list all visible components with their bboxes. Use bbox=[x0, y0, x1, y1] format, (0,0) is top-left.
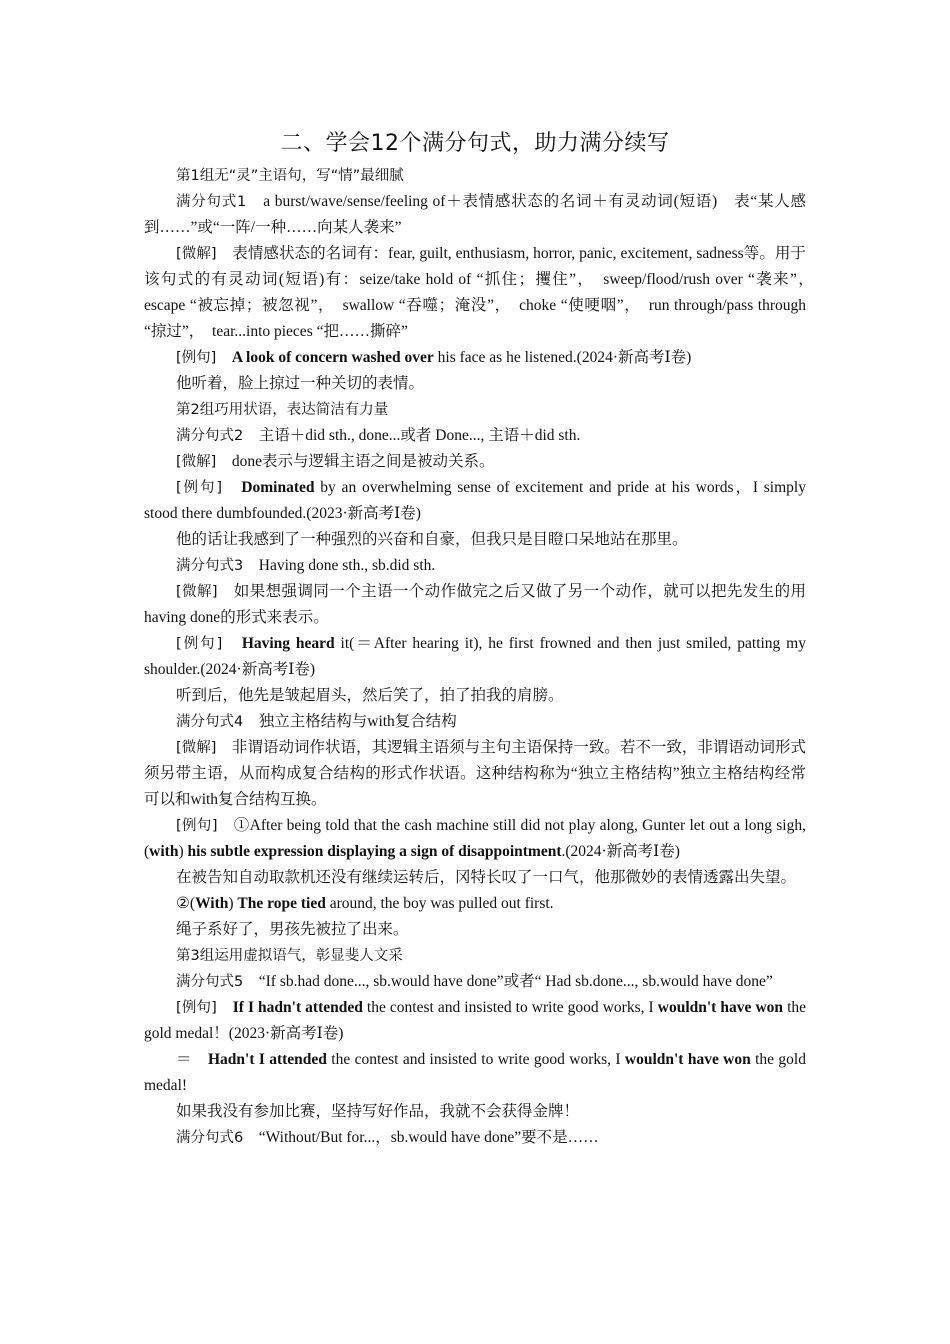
pattern-text: Having done sth., sb.did sth. bbox=[258, 557, 436, 574]
pattern-label: 满分句式3 bbox=[176, 558, 244, 574]
explanation-text: done表示与逻辑主语之间是被动关系。 bbox=[231, 453, 495, 470]
example-rest: the gold medal！(2023·新高考Ⅰ卷) bbox=[144, 999, 807, 1042]
equals-sign: ＝ bbox=[176, 1051, 192, 1068]
pattern-label: 满分句式5 bbox=[176, 974, 244, 990]
example-rest: his face as he listened.(2024·新高考Ⅰ卷) bbox=[433, 349, 692, 366]
example-pre: ①After being told that the cash machine still did not play along, Gunter let out a long sigh, ( bbox=[144, 817, 806, 860]
example-mid: ) bbox=[228, 895, 238, 912]
pattern-text: “Without/But for...，sb.would have done”要不是…… bbox=[258, 1129, 599, 1146]
translation-5: 如果我没有参加比赛，坚持写好作品，我就不会获得金牌！ bbox=[176, 1103, 580, 1120]
example-bold-2: wouldn't have won bbox=[624, 1051, 751, 1068]
explanation-3 bbox=[144, 579, 806, 631]
example-bold: Having heard bbox=[241, 635, 335, 652]
example-bold: A look of concern washed over bbox=[231, 349, 434, 366]
example-label: [例句] bbox=[176, 1000, 217, 1016]
example-4b bbox=[144, 891, 806, 917]
explanation-text: 非谓语动词作状语，其逻辑主语须与主句主语保持一致。若不一致，非谓语动词形式须另带主语，从而构成复合结构的形式作状语。这种结构称为“独立主格结构”独立主格结构经常可以和with复合结构互换。 bbox=[144, 739, 806, 808]
page-title: 二、学会12个满分句式，助力满分续写 bbox=[280, 131, 670, 156]
pattern-label: 满分句式2 bbox=[176, 428, 244, 444]
pattern-text: 独立主格结构与with复合结构 bbox=[258, 713, 457, 730]
pattern-text: a burst/wave/sense/feeling of＋表情感状态的名词＋有灵动词(短语) 表“某人感到……”或“一阵/一种……向某人袭来” bbox=[144, 193, 806, 236]
pattern-label: 满分句式1 bbox=[176, 194, 247, 210]
example-1 bbox=[144, 345, 806, 371]
explanation-2 bbox=[144, 449, 806, 475]
example-rest: it(＝After hearing it), he first frowned and then just smiled, patting my shoulder.(2024·新高考Ⅰ卷) bbox=[144, 635, 806, 678]
translation-4: 在被告知自动取款机还没有继续运转后，冈特长叹了一口气，他那微妙的表情透露出失望。 bbox=[176, 869, 797, 886]
example-label: [例句] bbox=[176, 636, 223, 652]
pattern-text: “If sb.had done..., sb.would have done”或者“ Had sb.done..., sb.would have done” bbox=[258, 973, 773, 990]
example-rest: the gold medal! bbox=[144, 1051, 806, 1094]
pattern-1 bbox=[144, 189, 806, 241]
example-4 bbox=[144, 813, 806, 865]
example-bold-2: wouldn't have won bbox=[657, 999, 784, 1016]
example-bold: his subtle expression displaying a sign of disappointment bbox=[187, 843, 562, 860]
example-bold: Dominated bbox=[241, 479, 315, 496]
translation-2: 他的话让我感到了一种强烈的兴奋和自豪，但我只是目瞪口呆地站在那里。 bbox=[176, 531, 688, 548]
example-label: [例句] bbox=[176, 350, 217, 366]
translation-3: 听到后，他先是皱起眉头，然后笑了，拍了拍我的肩膀。 bbox=[176, 687, 564, 704]
group-heading-3: 第3组运用虚拟语气，彰显斐人文采 bbox=[176, 948, 403, 964]
example-mid: the contest and insisted to write good works, I bbox=[326, 1051, 625, 1068]
example-bold: The rope tied bbox=[237, 895, 326, 912]
pattern-3 bbox=[144, 553, 806, 579]
example-pre: ②( bbox=[176, 895, 196, 912]
explanation-label: [微解] bbox=[176, 246, 217, 262]
example-5 bbox=[144, 995, 806, 1047]
explanation-label: [微解] bbox=[176, 454, 217, 470]
pattern-2 bbox=[144, 423, 806, 449]
pattern-5 bbox=[144, 969, 806, 995]
explanation-4 bbox=[144, 735, 806, 813]
group-heading-1: 第1组无“灵”主语句，写“情”最细腻 bbox=[176, 168, 404, 184]
explanation-label: [微解] bbox=[176, 740, 217, 756]
example-rest: .(2024·新高考Ⅰ卷) bbox=[561, 843, 680, 860]
example-mid: the contest and insisted to write good works, I bbox=[362, 999, 658, 1016]
example-3 bbox=[144, 631, 806, 683]
example-bold: Hadn't I attended bbox=[207, 1051, 327, 1068]
explanation-1 bbox=[144, 241, 822, 345]
pattern-6 bbox=[144, 1125, 806, 1151]
group-heading-2: 第2组巧用状语，表达简洁有力量 bbox=[176, 402, 389, 418]
translation-4b: 绳子系好了，男孩先被拉了出来。 bbox=[176, 921, 409, 938]
pattern-label: 满分句式6 bbox=[176, 1130, 244, 1146]
explanation-text: 表情感状态的名词有：fear, guilt, enthusiasm, horror, panic, excitement, sadness等。用于该句式的有灵动词(短语)有：seize/take hold of “抓住；攫住”， sweep/flood/rush over “袭来”， escape “被忘掉；被忽视”， swallow “吞噬；淹没”， choke “使哽咽”， run through/pass through “掠过”， tear...into pieces “把……撕碎” bbox=[144, 245, 822, 340]
example-2 bbox=[144, 475, 806, 527]
example-5b bbox=[144, 1047, 806, 1099]
pattern-4 bbox=[144, 709, 806, 735]
example-with: with bbox=[149, 843, 179, 860]
translation-1: 他听着，脸上掠过一种关切的表情。 bbox=[176, 375, 425, 392]
example-bold: If I hadn't attended bbox=[232, 999, 363, 1016]
explanation-label: [微解] bbox=[176, 584, 218, 600]
example-with: With bbox=[195, 895, 229, 912]
example-rest: by an overwhelming sense of excitement and pride at his words，I simply stood there dumbfounded.(2023·新高考Ⅰ卷) bbox=[144, 479, 806, 522]
pattern-label: 满分句式4 bbox=[176, 714, 244, 730]
example-mid: ) bbox=[178, 843, 188, 860]
example-rest: around, the boy was pulled out first. bbox=[325, 895, 554, 912]
document-page bbox=[144, 126, 822, 1151]
pattern-text: 主语＋did sth., done...或者 Done..., 主语＋did sth. bbox=[258, 427, 581, 444]
example-label: [例句] bbox=[176, 480, 223, 496]
explanation-text: 如果想强调同一个主语一个动作做完之后又做了另一个动作，就可以把先发生的用having done的形式来表示。 bbox=[144, 583, 806, 626]
example-label: [例句] bbox=[176, 818, 218, 834]
